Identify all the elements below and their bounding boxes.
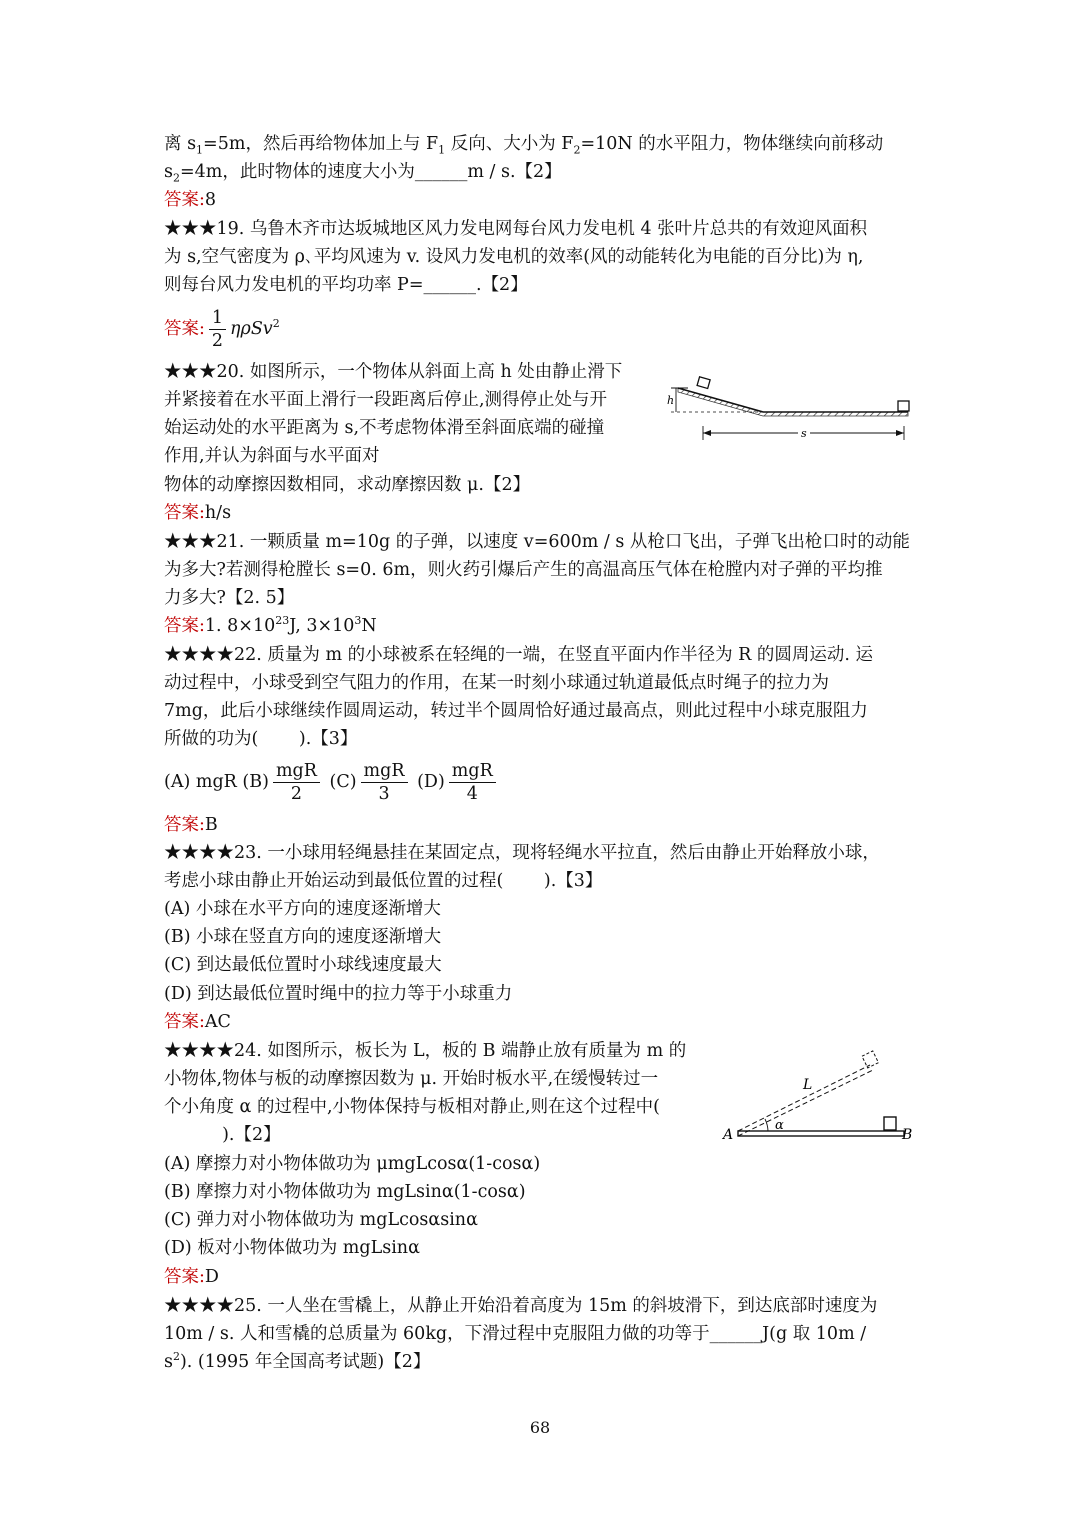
q22-option-d-fraction: $\frac{\text{mgR}}{4}$	[449, 760, 496, 805]
q20-line-1: ★★★20. 如图所示，一个物体从斜面上高 h 处由静止滑下	[164, 362, 623, 382]
q21-answer: 答案:1. $8\times 10^{23}J$, $3\times 10^3N$	[164, 614, 377, 636]
q24-option-a: (A) 摩擦力对小物体做功为 μmgLcosα(1-cosα)	[164, 1154, 541, 1174]
q23-answer: 答案:AC	[164, 1012, 231, 1032]
q24-figure-A-label: A	[723, 1127, 734, 1143]
q24-figure-B-label: B	[902, 1127, 913, 1143]
q19-line-2: 为 s,空气密度为 ρ､平均风速为 v. 设风力发电机的效率(风的动能转化为电能的百分比)为 η,	[164, 247, 864, 267]
page-number: 68	[529, 1418, 551, 1437]
q20-answer: 答案:h/s	[164, 503, 232, 523]
q23-line-2: 考虑小球由静止开始运动到最低位置的过程( ).【3】	[164, 871, 603, 891]
q25-line-1: ★★★★25. 一人坐在雪橇上，从静止开始沿着高度为 15m 的斜坡滑下，到达底部时速度为	[164, 1296, 878, 1316]
q24-option-c: (C) 弹力对小物体做功为 mgLcosαsinα	[164, 1210, 478, 1230]
q23-option-d: (D) 到达最低位置时绳中的拉力等于小球重力	[164, 984, 513, 1004]
q23-option-a: (A) 小球在水平方向的速度逐渐增大	[164, 899, 441, 919]
q19-answer: 答案: $\frac{1}{2}$ ηρSv$^2$	[164, 308, 280, 351]
q19-line-3: 则每台风力发电机的平均功率 P=______.【2】	[164, 275, 528, 295]
q18-answer: 答案:8	[164, 190, 217, 210]
q24-answer: 答案:D	[164, 1267, 219, 1287]
q21-line-2: 为多大?若测得枪膛长 s=0. 6m，则火药引爆后产生的高温高压气体在枪膛内对子弹的平均推	[164, 560, 883, 580]
q24-line-3: 个小角度 α 的过程中,小物体保持与板相对静止,则在这个过程中(	[164, 1097, 660, 1117]
q22-option-a: (A) mgR	[164, 772, 237, 792]
q20-line-4: 作用,并认为斜面与水平面对	[164, 446, 380, 466]
q22-line-2: 动过程中，小球受到空气阻力的作用，在某一时刻小球通过轨道最低点时绳子的拉力为	[164, 673, 829, 693]
q20-line-2: 并紧接着在水平面上滑行一段距离后停止,测得停止处与开	[164, 390, 608, 410]
q22-options	[164, 756, 924, 808]
q22-answer: 答案:B	[164, 815, 218, 835]
q25-line-3: $s^2$). (1995 年全国高考试题)【2】	[164, 1350, 431, 1372]
q23-option-b: (B) 小球在竖直方向的速度逐渐增大	[164, 927, 442, 947]
q22-line-1: ★★★★22. 质量为 m 的小球被系在轻绳的一端，在竖直平面内作半径为 R 的圆周运动. 运	[164, 645, 874, 665]
q21-line-1: ★★★21. 一颗质量 m=10g 的子弹，以速度 v=600m / s 从枪口飞出，子弹飞出枪口时的动能	[164, 532, 910, 552]
q22-line-3: 7mg，此后小球继续作圆周运动，转过半个圆周恰好通过最高点，则此过程中小球克服阻力	[164, 701, 868, 721]
q24-figure-L-label: L	[803, 1077, 813, 1093]
q22-option-d-label: (D)	[417, 772, 445, 792]
q24-line-1: ★★★★24. 如图所示，板长为 L，板的 B 端静止放有质量为 m 的	[164, 1041, 687, 1061]
q22-option-b-label: (B)	[242, 772, 269, 792]
q24-option-b: (B) 摩擦力对小物体做功为 mgLsinα(1-cosα)	[164, 1182, 526, 1202]
q23-line-1: ★★★★23. 一小球用轻绳悬挂在某固定点，现将轻绳水平拉直，然后由静止开始释放小球，	[164, 843, 880, 863]
q22-option-c-fraction: $\frac{\text{mgR}}{3}$	[361, 760, 408, 805]
q22-option-c-label: (C)	[329, 772, 357, 792]
q25-line-2: 10m / s. 人和雪橇的总质量为 60kg，下滑过程中克服阻力做的功等于______J(g 取 10m /	[164, 1324, 867, 1344]
q24-board-figure	[720, 1045, 920, 1145]
q20-incline-figure	[668, 370, 938, 445]
q24-line-4: ).【2】	[164, 1125, 281, 1145]
q23-option-c: (C) 到达最低位置时小球线速度最大	[164, 955, 442, 975]
q21-line-3: 力多大?【2. 5】	[164, 588, 295, 608]
q22-option-b-fraction: $\frac{\text{mgR}}{2}$	[273, 760, 320, 805]
q20-figure-h-label: h	[667, 394, 675, 407]
q20-figure-s-label: s	[801, 427, 807, 440]
q24-figure-alpha-label: α	[775, 1118, 784, 1133]
q22-line-4: 所做的功为( ).【3】	[164, 729, 358, 749]
q18-line-2: $s_2=4m$，此时物体的速度大小为______m / s.【2】	[164, 162, 562, 185]
q20-line-3: 始运动处的水平距离为 s,不考虑物体滑至斜面底端的碰撞	[164, 418, 605, 438]
q24-option-d: (D) 板对小物体做功为 mgLsinα	[164, 1238, 420, 1258]
q24-line-2: 小物体,物体与板的动摩擦因数为 μ. 开始时板水平,在缓慢转过一	[164, 1069, 659, 1089]
q18-line-1: 离 $s_1=5m$，然后再给物体加上与 $F_1$ 反向、大小为 $F_2=10N$ 的水平阻力，物体继续向前移动	[164, 134, 884, 157]
q19-line-1: ★★★19. 乌鲁木齐市达坂城地区风力发电网每台风力发电机 4 张叶片总共的有效迎风面积	[164, 219, 868, 239]
q20-line-5: 物体的动摩擦因数相同，求动摩擦因数 μ.【2】	[164, 475, 531, 495]
q19-answer-fraction: $\frac{1}{2}$	[209, 307, 226, 352]
